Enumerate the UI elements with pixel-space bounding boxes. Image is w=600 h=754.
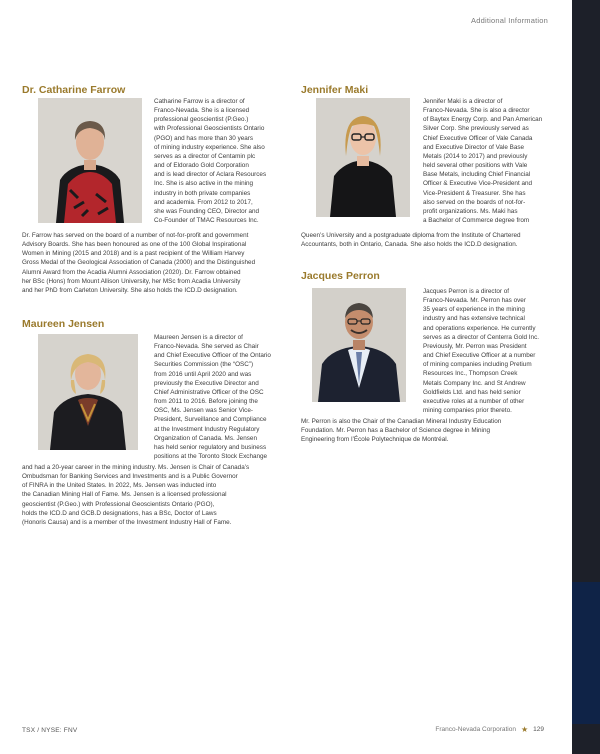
portrait-farrow (38, 98, 142, 223)
footer-ticker: TSX / NYSE: FNV (22, 727, 78, 734)
footer-page-info (435, 725, 544, 734)
bio-line: Advisory Boards. She has been honoured as one of the 100 Global Inspirational (22, 241, 247, 249)
portrait-maki (316, 98, 410, 217)
bio-line: Organization of Canada. Ms. Jensen (154, 434, 257, 442)
bio-line: and had a 20-year career in the mining industry. Ms. Jensen is Chair of Canada’s (22, 464, 250, 471)
person-name-perron: Jacques Perron (301, 270, 380, 282)
person-name-maki: Jennifer Maki (301, 84, 369, 96)
bio-line: Ombudsman for Banking Services and Investments and is a Public Governor (22, 473, 238, 481)
portrait-jensen (38, 334, 138, 450)
bio-line: Officer & Executive Vice-President and (423, 180, 533, 188)
bio-line: Queen’s University and a postgraduate diploma from the Institute of Chartered (301, 232, 521, 239)
bio-line: professional geoscientist (P.Geo.) (154, 116, 249, 124)
bio-line: and of Eldorado Gold Corporation (154, 162, 249, 170)
bio-line: Silver Corp. She previously served as (423, 125, 529, 133)
bio-line: from 2011 to 2016. Before joining the (154, 398, 258, 406)
person-name-jensen: Maureen Jensen (22, 318, 105, 330)
bio-line: Foundation. Mr. Perron has a Bachelor of Science degree in Mining (301, 427, 491, 435)
bio-line: executive roles at a number of other (423, 397, 525, 405)
bio-line: and operations experience. He currently (423, 324, 536, 332)
bio-line: Gross Medal of the Geological Association of Canada (2000) and the Distinguished (22, 259, 256, 267)
footer-company: Franco-Nevada Corporation (435, 726, 516, 733)
bio-line: Securities Commission (the “OSC”) (154, 361, 254, 369)
bio-line: her BSc (Hons) from Mount Allison University, her MSc from Acadia University (22, 277, 241, 285)
bio-line: also served on the boards of not-for- (423, 198, 526, 206)
bio-line: Engineering from l’École Polytechnique de Montréal. (301, 436, 449, 444)
bio-line: holds the ICD.D and GCB.D designations, has a BSc, Doctor of Laws (22, 509, 217, 517)
bio-line: and Chief Executive Officer at a number (423, 352, 536, 360)
bio-line: (Honoris Causa) and is a member of the Investment Industry Hall of Fame. (22, 518, 232, 526)
bio-top-jensen (154, 333, 271, 461)
bio-line: Dr. Farrow has served on the board of a number of not-for-profit and government (22, 232, 249, 239)
bio-line: Resources Inc., Thompson Creek (423, 370, 518, 378)
bio-line: Mr. Perron is also the Chair of the Canadian Mineral Industry Education (301, 418, 502, 425)
bio-line: President, Surveillance and Compliance (154, 416, 267, 424)
bio-line: Women in Mining (2015 and 2018) and is a past recipient of the William Harvey (22, 250, 245, 258)
bio-line: Catharine Farrow is a director of (154, 98, 245, 105)
bio-line: Goldfields Ltd. and has held senior (423, 388, 521, 396)
bio-full-maki (301, 231, 521, 249)
bio-line: Jennifer Maki is a director of (423, 98, 503, 105)
bio-line: Metals Company Inc. and St Andrew (423, 379, 526, 387)
portrait-perron-graphic (312, 288, 406, 402)
bio-line: profit organizations. Ms. Maki has (423, 207, 518, 215)
bio-line: at the Investment Industry Regulatory (154, 425, 260, 433)
bio-line: and her PhD from Carleton University. She also holds the ICD.D designation. (22, 286, 238, 294)
bio-line: Chief Administrative Officer of the OSC (154, 388, 264, 396)
bio-line: Vice-President & Treasurer. She has (423, 189, 526, 197)
bio-line: of mining companies including Pretium (423, 361, 532, 369)
bio-line: Franco-Nevada. She served as Chair (154, 343, 259, 351)
bio-line: of Baytex Energy Corp. and Pan American (423, 116, 543, 124)
bio-top-perron (423, 287, 539, 415)
bio-line: Chief Executive Officer of Vale Canada (423, 134, 533, 142)
page-number: 129 (533, 726, 544, 733)
bio-line: Jacques Perron is a director of (423, 288, 510, 295)
bio-line: serves as a director of Centamin plc (154, 152, 256, 160)
bio-line: (PGO) and has more than 30 years (154, 134, 254, 142)
bio-line: she was Founding CEO, Director and (154, 207, 260, 215)
bio-line: mining companies prior thereto. (423, 407, 512, 415)
bio-line: and academia. From 2012 to 2017, (154, 198, 253, 206)
portrait-perron (312, 288, 406, 402)
bio-line: the Canadian Mining Hall of Fame. Ms. Jensen is a licensed professional (22, 491, 227, 499)
bio-line: Franco-Nevada. She is a licensed (154, 107, 250, 115)
bio-line: Previously, Mr. Perron was President (423, 342, 527, 350)
page-edge-accent (572, 582, 600, 724)
bio-line: industry in both private companies (154, 189, 251, 197)
bio-line: Co-Founder of TMAC Resources Inc. (154, 217, 259, 225)
bio-line: previously the Executive Director and (154, 379, 259, 387)
bio-line: serves as a director of Centerra Gold Inc. (423, 333, 539, 341)
bio-full-jensen (22, 463, 249, 527)
bio-line: OSC, Ms. Jensen was Senior Vice- (154, 407, 253, 415)
bio-line: with Professional Geoscientists Ontario (154, 125, 265, 133)
bio-line: Metals (2014 to 2017) and previously (423, 152, 528, 160)
bio-top-farrow (154, 97, 266, 225)
bio-line: Inc. She is also active in the mining (154, 180, 254, 188)
bio-line: Accountants, both in Ontario, Canada. She also holds the ICD.D designation. (301, 241, 518, 249)
bio-line: and is lead director of Aclara Resources (154, 171, 267, 179)
portrait-farrow-graphic (38, 98, 142, 223)
page-edge-strip (572, 0, 600, 754)
bio-line: of mining industry experience. She also (154, 143, 265, 151)
bio-line: Franco-Nevada. She is also a director (423, 107, 530, 115)
bio-line: from 2016 until April 2020 and was (154, 370, 252, 378)
bio-line: has held senior regulatory and business (154, 443, 267, 451)
portrait-jensen-graphic (38, 334, 138, 450)
bio-line: geoscientist (P.Geo.) with Professional Geoscientists Ontario (PGO), (22, 500, 215, 508)
section-header: Additional Information (471, 16, 548, 25)
bio-full-farrow (22, 231, 255, 295)
star-icon: ★ (520, 725, 529, 734)
bio-line: 35 years of experience in the mining (423, 306, 525, 314)
bio-line: of FINRA in the United States. In 2022, Ms. Jensen was inducted into (22, 482, 217, 490)
bio-line: a Bachelor of Commerce degree from (423, 217, 530, 225)
portrait-maki-graphic (316, 98, 410, 217)
bio-line: Franco-Nevada. Mr. Perron has over (423, 297, 526, 305)
bio-line: and Chief Executive Officer of the Ontario (154, 352, 271, 360)
bio-line: positions at the Toronto Stock Exchange (154, 453, 268, 461)
bio-line: and Executive Director of Vale Base (423, 143, 525, 151)
bio-line: held several other positions with Vale (423, 162, 528, 170)
bio-line: Base Metals, including Chief Financial (423, 171, 531, 179)
bio-full-perron (301, 417, 501, 444)
bio-top-maki (423, 97, 542, 225)
bio-line: industry and has extensive technical (423, 315, 525, 323)
bio-line: Maureen Jensen is a director of (154, 334, 243, 341)
person-name-farrow: Dr. Catharine Farrow (22, 84, 126, 96)
bio-line: Alumni Award from the Acadia Alumni Association (2020). Dr. Farrow obtained (22, 268, 241, 276)
